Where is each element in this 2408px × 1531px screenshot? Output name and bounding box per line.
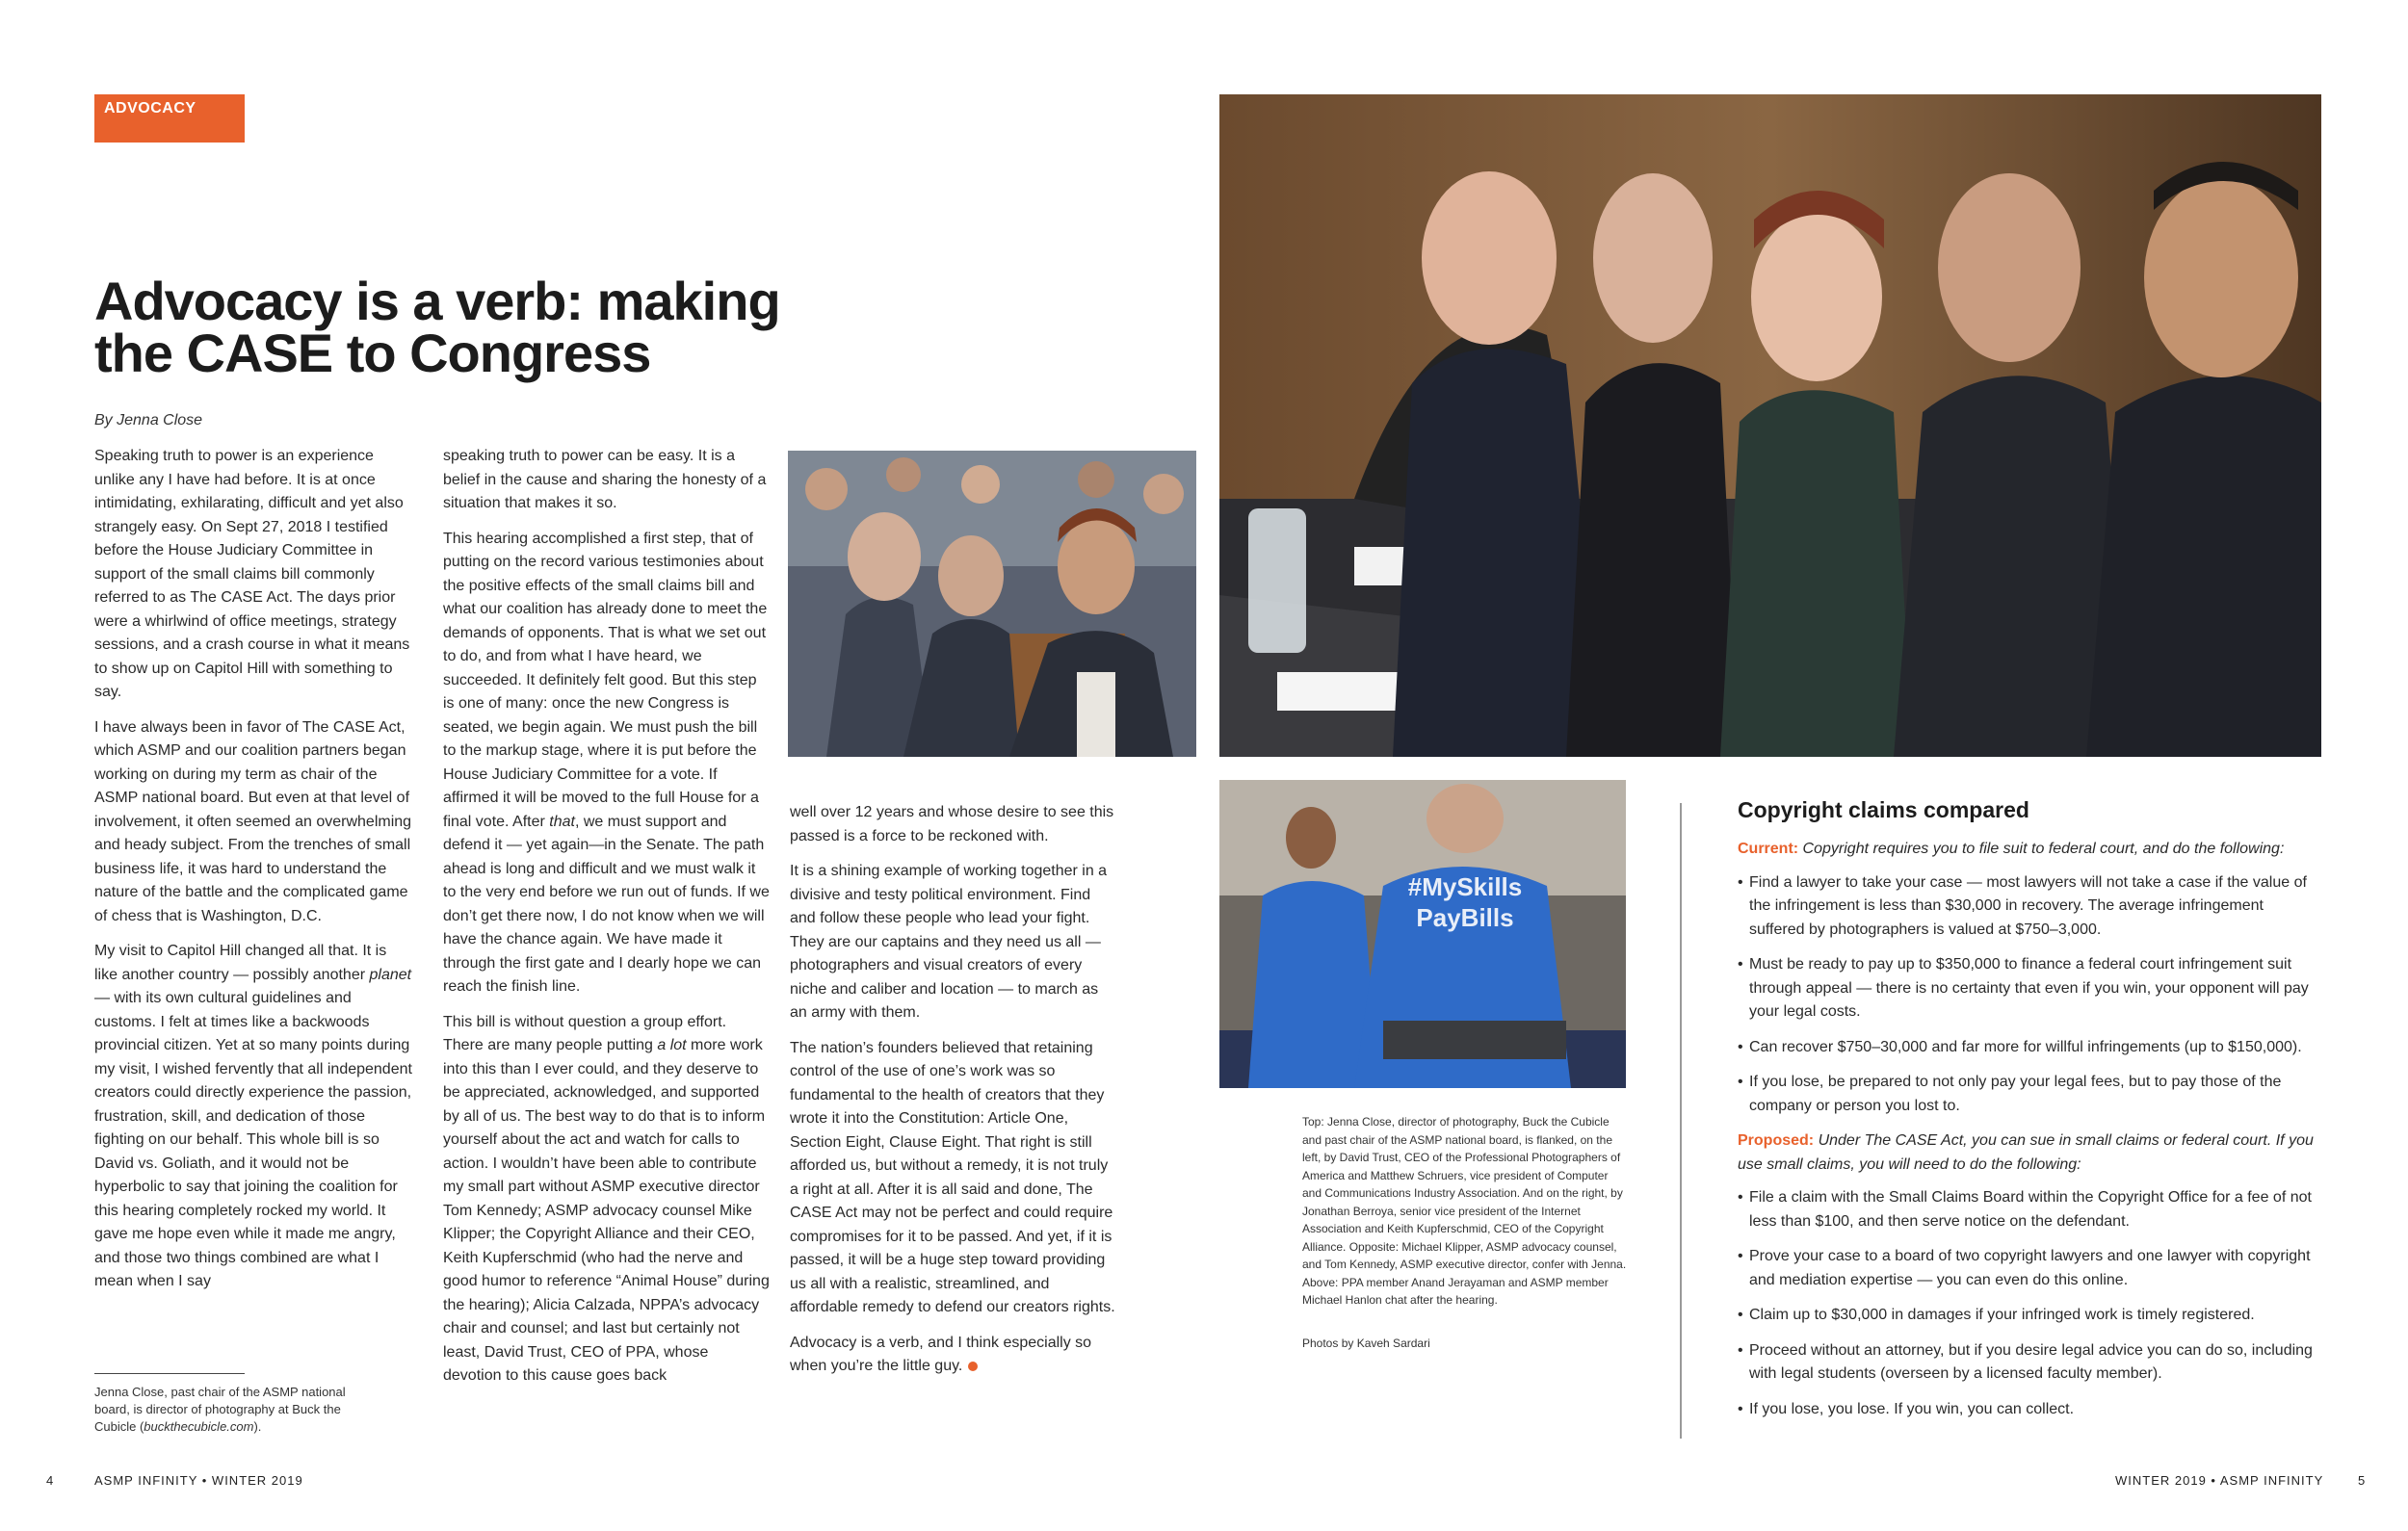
photo-credit: Photos by Kaveh Sardari <box>1302 1336 1430 1350</box>
running-footer-left: ASMP INFINITY • WINTER 2019 <box>94 1473 303 1488</box>
proposed-intro: Proposed: Under The CASE Act, you can sue in small claims or federal court. If you use small claims, you will need to do the following: <box>1738 1132 2314 1173</box>
photo-hearing-panel <box>1219 94 2321 757</box>
sidebar-divider <box>1680 803 1682 1439</box>
byline: By Jenna Close <box>94 412 203 428</box>
article-title-line-2: the CASE to Congress <box>94 323 651 383</box>
list-item: • Prove your case to a board of two copyright lawyers and one lawyer with copyright and mediation expertise — you can even do this online. <box>1738 1245 2319 1292</box>
sidebar-copyright-claims <box>1738 795 2319 1433</box>
body-column-1 <box>94 445 412 1306</box>
section-tag-label: ADVOCACY <box>104 100 196 117</box>
body-paragraph: My visit to Capitol Hill changed all that. It is like another country — possibly another planet — with its own cultural guidelines and customs. I felt at times like a backwoods provincial citizen. Yet at so many points during my visit, I wished fervently that all independent creators could directly experience the passion, frustration, skill, and dedication of those fighting on our behalf. This whole bill is so David vs. Goliath, and it would not be hyperbolic to say that joining the coalition for this hearing completely rocked my world. It gave me hope even while it made me angry, and those two things combined are what I mean when I say <box>94 943 412 1289</box>
body-paragraph: speaking truth to power can be easy. It is a belief in the cause and sharing the honesty of a situation that makes it so. <box>443 448 767 511</box>
photo-myskills-shirts <box>1219 780 1626 1088</box>
article-title-line-1: Advocacy is a verb: making <box>94 271 780 331</box>
running-footer-right: WINTER 2019 • ASMP INFINITY <box>2115 1473 2324 1488</box>
list-item: • If you lose, be prepared to not only pay your legal fees, but to pay those of the company or person you lost to. <box>1738 1071 2319 1118</box>
page-number-right: 5 <box>2358 1473 2367 1488</box>
proposed-list <box>1738 1186 2319 1421</box>
shirt-text-line-1: #MySkills <box>1407 872 1523 901</box>
body-paragraph: I have always been in favor of The CASE Act, which ASMP and our coalition partners began working on during my term as chair of the ASMP national board. But even at that level of involvement, it often seemed an overwhelming and heady subject. From the trenches of small business life, it was hard to understand the nature of the battle and the complicated game of chess that is Washington, D.C. <box>94 718 412 924</box>
article-title <box>94 271 788 383</box>
list-item: • If you lose, you lose. If you win, you can collect. <box>1738 1398 2319 1422</box>
body-paragraph: Advocacy is a verb, and I think especially so when you’re the little guy. <box>790 1334 1092 1374</box>
list-item: • Can recover $750–30,000 and far more for willful infringements (up to $150,000). <box>1738 1036 2319 1060</box>
page-number-left: 4 <box>46 1473 55 1488</box>
list-item: • Must be ready to pay up to $350,000 to finance a federal court infringement suit through appeal — there is no certainty that even if you win, your opponent will pay your legal costs. <box>1738 953 2319 1025</box>
body-paragraph: It is a shining example of working together in a divisive and testy political environment. Find and follow these people who lead your fight. They are our captains and they need us all — photographers and visual creators of every niche and caliber and location — to march as an army with them. <box>790 863 1108 1021</box>
list-item: • File a claim with the Small Claims Board within the Copyright Office for a fee of not less than $100, and then serve notice on the defendant. <box>1738 1186 2319 1233</box>
author-footnote: Jenna Close, past chair of the ASMP national board, is director of photography at Buck the Cubicle (buckthecubicle.com). <box>94 1385 346 1434</box>
shirt-text-line-2: PayBills <box>1416 903 1514 932</box>
body-column-3 <box>790 801 1117 1390</box>
author-website-link[interactable]: buckthecubicle.com <box>144 1419 254 1434</box>
photo-caption: Top: Jenna Close, director of photography, Buck the Cubicle and past chair of the ASMP national board, is flanked, on the left, by David Trust, CEO of the Professional Photographers of America and Matthew Schruers, vice president of Computer and Communications Industry Association. And on the right, by Jonathan Berroya, senior vice president of the Internet Association and Keith Kupferschmid, CEO of the Copyright Alliance. Opposite: Michael Klipper, ASMP advocacy counsel, and Tom Kennedy, ASMP executive director, confer with Jenna. Above: PPA member Anand Jerayaman and ASMP member Michael Hanlon chat after the hearing. <box>1302 1115 1627 1307</box>
list-item: • Claim up to $30,000 in damages if your infringed work is timely registered. <box>1738 1304 2319 1328</box>
photo-conferring <box>788 451 1196 757</box>
footnote-rule <box>94 1373 245 1374</box>
section-tag <box>94 94 245 143</box>
current-list <box>1738 871 2319 1119</box>
end-mark-icon <box>968 1362 978 1371</box>
body-paragraph: The nation’s founders believed that retaining control of the use of one’s work was so fundamental to the health of creators that they wrote it into the Constitution: Article One, Section Eight, Clause Eight. That right is still afforded us, but without a remedy, it is not truly a right at all. After it is all said and done, The CASE Act may not be perfect and could require compromises for it to be passed. And yet, if it is passed, it will be a huge step toward providing us all with a realistic, streamlined, and affordable remedy to defend our creators rights. <box>790 1039 1115 1315</box>
list-item: • Find a lawyer to take your case — most lawyers will not take a case if the value of the infringement is less than $30,000 in recovery. The average infringement suffered by photographers is valued at $750–3,000. <box>1738 871 2319 943</box>
list-item: • Proceed without an attorney, but if you desire legal advice you can do so, including with legal students (overseen by a licensed faculty member). <box>1738 1339 2319 1387</box>
body-paragraph: Speaking truth to power is an experience unlike any I have had before. It is at once intimidating, exhilarating, difficult and yet also strangely easy. On Sept 27, 2018 I testified before the House Judiciary Committee in support of the small claims bill commonly referred to as The CASE Act. The days prior were a whirlwind of office meetings, strategy sessions, and a crash course in what it means to show up on Capitol Hill with something to say. <box>94 448 410 700</box>
sidebar-title: Copyright claims compared <box>1738 797 2029 822</box>
body-paragraph: well over 12 years and whose desire to see this passed is a force to be reckoned with. <box>790 804 1114 844</box>
body-column-2 <box>443 445 771 1400</box>
current-intro: Current: Copyright requires you to file suit to federal court, and do the following: <box>1738 841 2285 857</box>
body-paragraph: This hearing accomplished a first step, that of putting on the record various testimonies about the positive effects of the small claims bill and what our coalition has already done to meet the demands of opponents. That is what we set out to do, and from what I have heard, we succeeded. It definitely felt good. But this step is one of many: once the new Congress is seated, we begin again. We must push the bill to the markup stage, where it is put before the House Judiciary Committee for a vote. If affirmed it will be moved to the full House for a final vote. After that, we must support and defend it — yet again—in the Senate. The path ahead is long and difficult and we must walk it to the very end before we run out of funds. If we don’t get there now, I do not know when we will have the chance again. We have made it through the first gate and I dearly hope we can reach the finish line. <box>443 530 770 995</box>
body-paragraph: This bill is without question a group effort. There are many people putting a lot more work into this than I ever could, and they deserve to be appreciated, acknowledged, and supported by all of us. The best way to do that is to inform yourself about the act and watch for calls to action. I wouldn’t have been able to contribute my small part without ASMP executive director Tom Kennedy; ASMP advocacy counsel Mike Klipper; the Copyright Alliance and their CEO, Keith Kupferschmid (who had the nerve and good humor to reference “Animal House” during the hearing); Alicia Calzada, NPPA’s advocacy chair and counsel; and last but certainly not least, David Trust, CEO of PPA, whose devotion to this cause goes back <box>443 1013 770 1384</box>
